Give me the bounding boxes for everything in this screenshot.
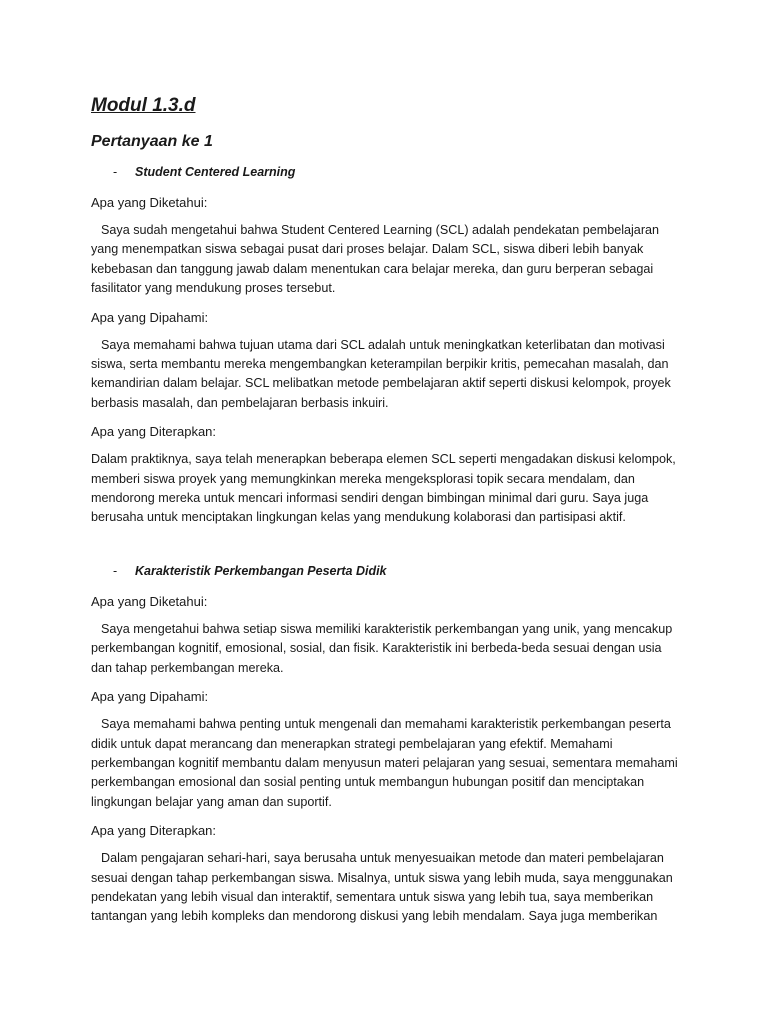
applied-label: Apa yang Diterapkan: — [91, 823, 217, 839]
known-paragraph: Saya sudah mengetahui bahwa Student Centered Learning (SCL) adalah pendekatan pembelajaran yang menempatkan siswa sebagai pusat dari proses belajar. Dalam SCL, siswa diberi lebih banyak kebebasan dan tanggung jawab dalam menentukan cara belajar mereka, dan guru berperan sebagai fasilitator yang mendukung proses tersebut. — [91, 223, 660, 296]
known-label: Apa yang Diketahui: — [91, 593, 208, 609]
applied-paragraph: Dalam praktiknya, saya telah menerapkan beberapa elemen SCL seperti mengadakan diskusi kelompok, memberi siswa proyek yang memungkinkan mereka mengeksplorasi topik secara mendalam, dan mendorong mereka untuk mencari informasi sendiri dengan bimbingan minimal dari guru. Saya juga berusaha untuk menciptakan lingkungan kelas yang mendukung kolaborasi dan partisipasi aktif. — [91, 452, 676, 525]
topic-heading — [113, 562, 682, 580]
list-dash: - — [113, 563, 118, 578]
list-dash: - — [113, 165, 118, 179]
question-title: Pertanyaan ke 1 — [91, 133, 213, 150]
understood-paragraph: Saya memahami bahwa tujuan utama dari SCL adalah untuk meningkatkan keterlibatan dan motivasi siswa, serta membantu mereka mengembangkan keterampilan berpikir kritis, pemecahan masalah, dan kemandirian dalam belajar. SCL melibatkan metode pembelajaran aktif seperti diskusi kelompok, proyek berbasis masalah, dan pembelajaran berbasis inkuiri. — [91, 337, 671, 410]
module-title: Modul 1.3.d — [91, 95, 196, 116]
topic-title: Student Centered Learning — [135, 165, 296, 179]
known-label: Apa yang Diketahui: — [91, 195, 208, 210]
known-paragraph: Saya mengetahui bahwa setiap siswa memiliki karakteristik perkembangan yang unik, yang mencakup perkembangan kognitif, emosional, sosial, dan fisik. Karakteristik ini berbeda-beda sesuai dengan usia dan tahap perkembangan mereka. — [91, 621, 673, 675]
topic-heading — [113, 163, 682, 181]
topic-title: Karakteristik Perkembangan Peserta Didik — [135, 563, 387, 578]
understood-label: Apa yang Dipahami: — [91, 309, 209, 325]
understood-paragraph: Saya memahami bahwa penting untuk mengenali dan memahami karakteristik perkembangan peserta didik untuk dapat merancang dan menerapkan strategi pembelajaran yang efektif. Memahami perkembangan kognitif membantu dalam menyusun materi pelajaran yang sesuai, sementara memahami perkembangan emosional dan sosial penting untuk membangun hubungan positif dan menciptakan lingkungan belajar yang aman dan suportif. — [91, 717, 678, 809]
section-karakteristik-perkembangan — [91, 562, 682, 927]
applied-label: Apa yang Diterapkan: — [91, 424, 217, 440]
section-student-centered-learning — [91, 163, 682, 528]
understood-label: Apa yang Dipahami: — [91, 689, 209, 705]
applied-paragraph: Dalam pengajaran sehari-hari, saya berusaha untuk menyesuaikan metode dan materi pembelajaran sesuai dengan tahap perkembangan siswa. Misalnya, untuk siswa yang lebih muda, saya menggunakan pendekatan yang lebih visual dan interaktif, sementara untuk siswa yang lebih tua, saya memberikan tantangan yang lebih kompleks dan mendorong diskusi yang lebih mendalam. Saya juga memberikan — [91, 851, 673, 924]
